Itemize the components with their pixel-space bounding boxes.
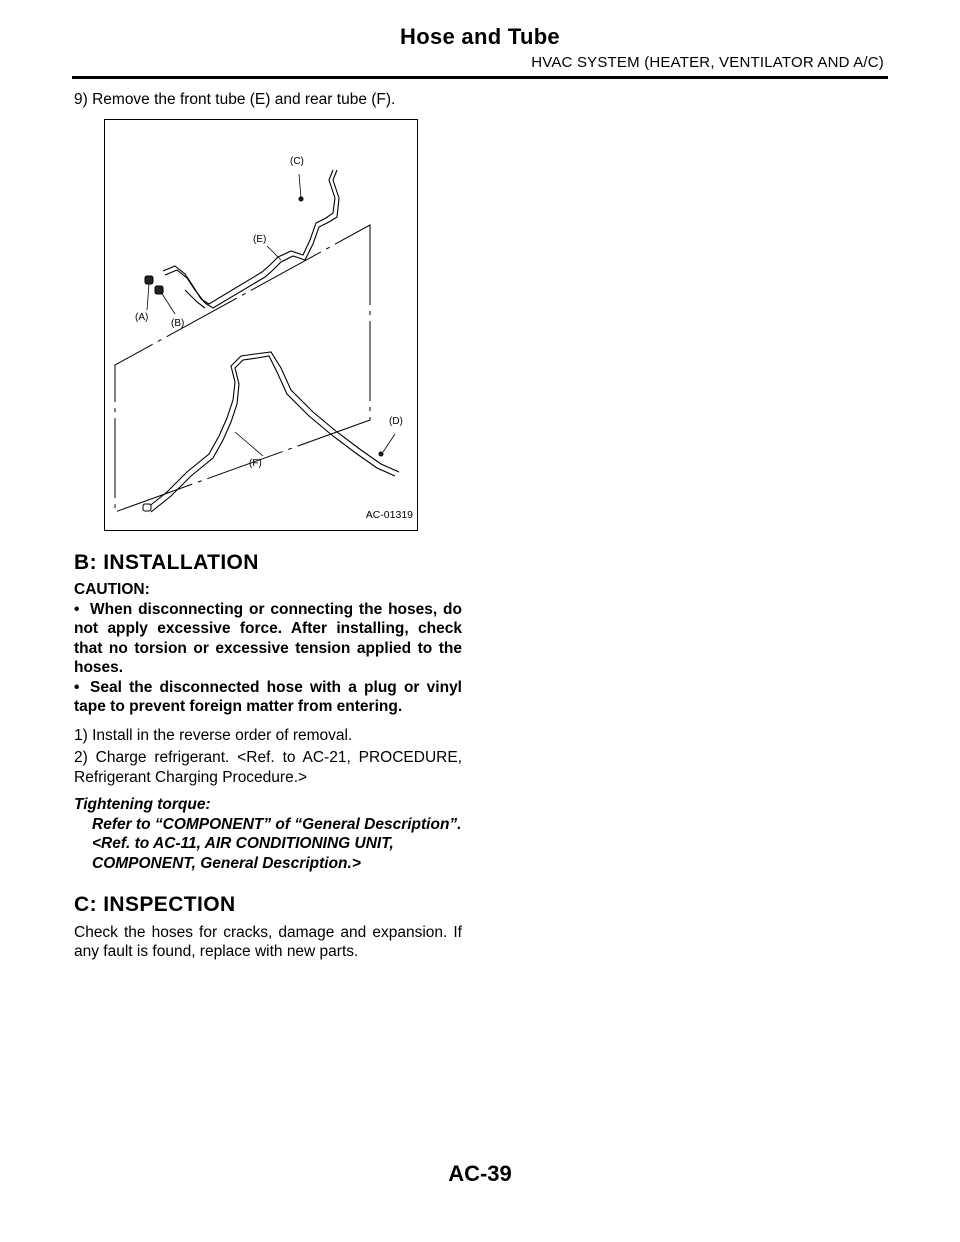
leader-lines — [147, 174, 395, 456]
installation-step-1: 1) Install in the reverse order of removal. — [74, 726, 353, 744]
figure-label-d: (D) — [389, 415, 403, 427]
figure-code: AC-01319 — [365, 509, 413, 521]
inspection-heading: C: INSPECTION — [74, 893, 236, 916]
bullet-icon: • — [74, 678, 80, 696]
figure-label-e: (E) — [253, 233, 267, 245]
content-column — [74, 90, 462, 962]
figure-label-c: (C) — [290, 155, 304, 167]
rear-tube-drawing — [147, 352, 399, 512]
figure-label-b: (B) — [171, 317, 185, 329]
header-rule — [72, 76, 888, 79]
figure-label-f: (F) — [249, 457, 262, 469]
caution-item-1 — [74, 600, 462, 678]
installation-step-2: 2) Charge refrigerant. <Ref. to AC-21, PROCEDURE, Refrigerant Charging Procedure.> — [74, 749, 462, 786]
hose-tube-figure — [104, 119, 418, 531]
caution-title: CAUTION: — [74, 581, 150, 598]
torque-value: Refer to “COMPONENT” of “General Description”. <Ref. to AC-11, AIR CONDITIONING UNIT, COMPONENT, General Description.> — [92, 815, 462, 872]
caution-item-2 — [74, 678, 462, 717]
front-tube-drawing — [163, 170, 339, 308]
removal-step-9: 9) Remove the front tube (E) and rear tube (F). — [74, 91, 396, 108]
panel-outline — [115, 225, 370, 512]
installation-heading: B: INSTALLATION — [74, 550, 259, 574]
inspection-text: Check the hoses for cracks, damage and expansion. If any fault is found, replace with new parts. — [74, 923, 462, 960]
section-header: HVAC SYSTEM (HEATER, VENTILATOR AND A/C) — [531, 54, 884, 71]
torque-title: Tightening torque: — [74, 796, 211, 813]
caution-text-2: Seal the disconnected hose with a plug or vinyl tape to prevent foreign matter from entering. — [74, 678, 462, 715]
figure-label-a: (A) — [135, 311, 149, 323]
bullet-icon: • — [74, 600, 80, 618]
page-number: AC-39 — [448, 1161, 512, 1186]
hose-tube-illustration — [105, 120, 417, 530]
caution-text-1: When disconnecting or connecting the hoses, do not apply excessive force. After installing, check that no torsion or excessive tension applied to the hoses. — [74, 600, 462, 676]
page-title: Hose and Tube — [400, 24, 560, 49]
installation-steps — [74, 726, 462, 788]
